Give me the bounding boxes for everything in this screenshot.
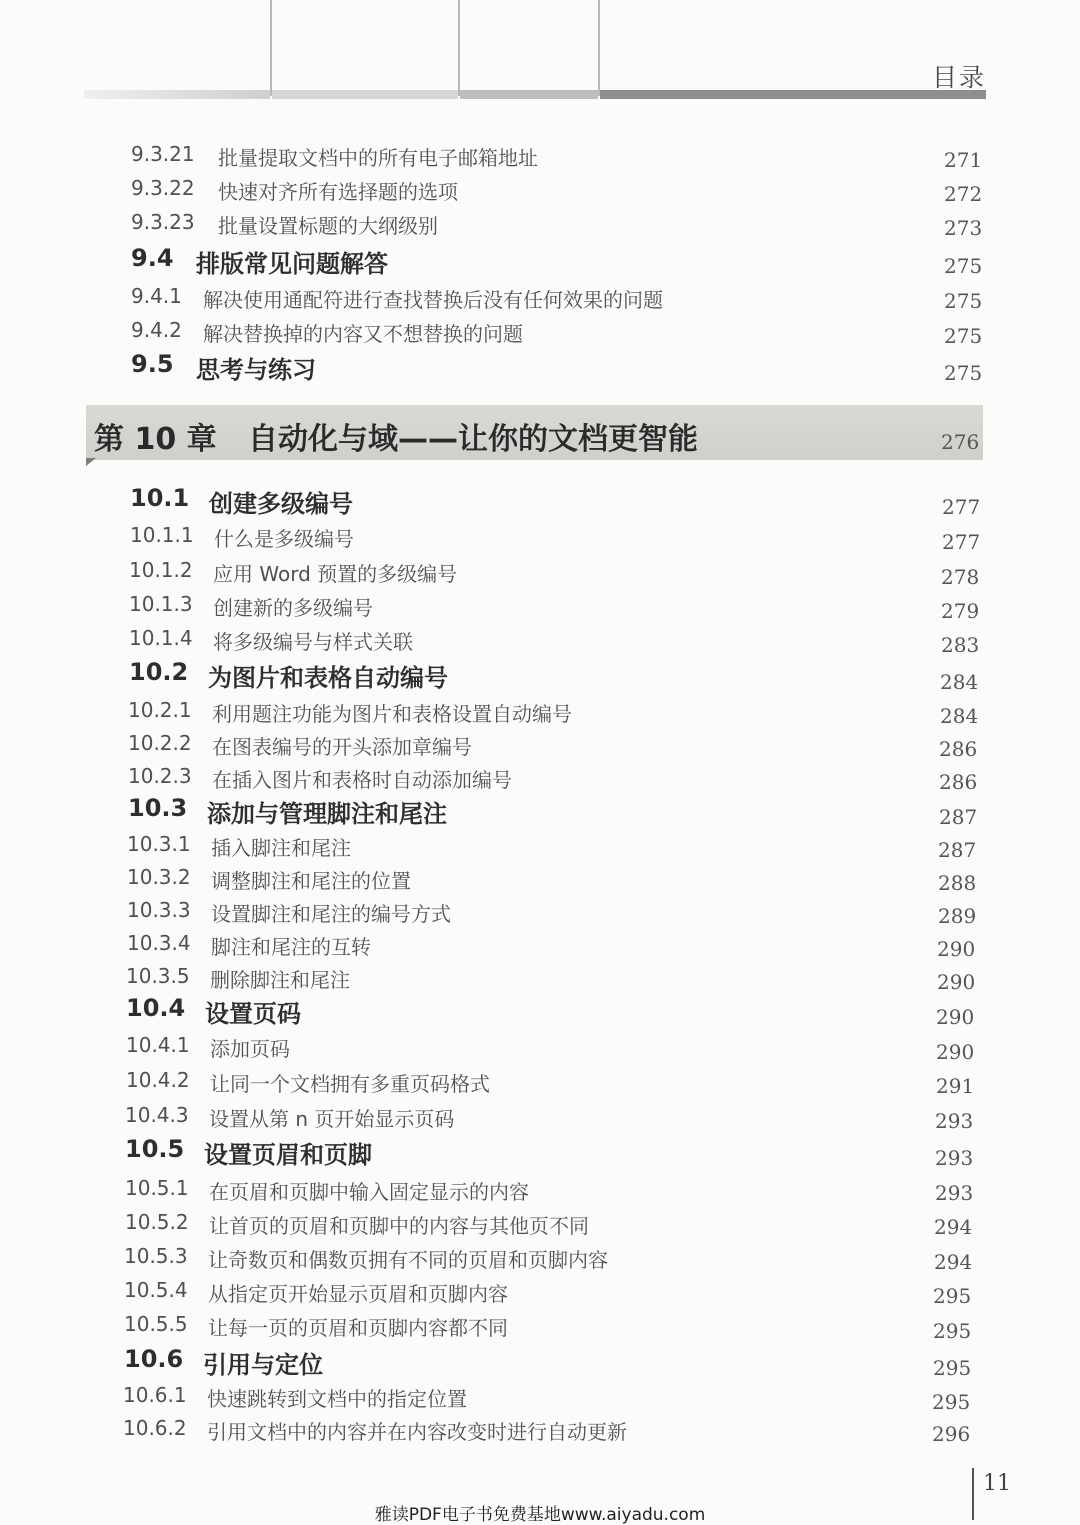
toc-entry[interactable] bbox=[0, 698, 1080, 732]
entry-number: 10.1.3 bbox=[129, 592, 193, 616]
entry-page-number: 275 bbox=[944, 254, 983, 278]
entry-title: 添加页码 bbox=[210, 1037, 290, 1061]
entry-title: 为图片和表格自动编号 bbox=[208, 664, 448, 692]
toc-entry[interactable] bbox=[0, 1210, 1080, 1244]
chapter-tab-marker bbox=[86, 458, 96, 466]
entry-title: 思考与练习 bbox=[196, 356, 316, 384]
entry-page-number: 275 bbox=[944, 289, 983, 313]
toc-entry[interactable] bbox=[0, 176, 1080, 210]
entry-page-number: 294 bbox=[934, 1250, 973, 1274]
entry-page-number: 290 bbox=[937, 937, 976, 961]
toc-entry[interactable] bbox=[0, 1068, 1080, 1102]
toc-section-entry[interactable] bbox=[0, 658, 1080, 692]
toc-entry[interactable] bbox=[0, 1244, 1080, 1278]
header-title: 目录 bbox=[932, 63, 987, 92]
entry-number: 9.4.1 bbox=[131, 284, 182, 308]
entry-number: 10.4 bbox=[126, 994, 186, 1022]
entry-title: 解决使用通配符进行查找替换后没有任何效果的问题 bbox=[203, 288, 663, 312]
entry-number: 10.6.1 bbox=[123, 1383, 187, 1407]
entry-page-number: 290 bbox=[937, 970, 976, 994]
entry-page-number: 290 bbox=[936, 1005, 975, 1029]
entry-page-number: 277 bbox=[942, 530, 981, 554]
toc-entry[interactable] bbox=[0, 1176, 1080, 1210]
entry-page-number: 295 bbox=[933, 1319, 972, 1343]
entry-page-number: 277 bbox=[942, 495, 981, 519]
entry-number: 10.4.1 bbox=[126, 1033, 190, 1057]
entry-number: 10.1 bbox=[130, 484, 190, 512]
entry-number: 9.3.21 bbox=[131, 142, 195, 166]
toc-entry[interactable] bbox=[0, 1416, 1080, 1450]
entry-page-number: 295 bbox=[933, 1356, 972, 1380]
entry-number: 9.4.2 bbox=[131, 318, 182, 342]
entry-page-number: 295 bbox=[932, 1390, 971, 1414]
entry-title: 从指定页开始显示页眉和页脚内容 bbox=[208, 1282, 508, 1306]
entry-page-number: 283 bbox=[941, 633, 980, 657]
entry-page-number: 296 bbox=[932, 1422, 971, 1446]
entry-page-number: 284 bbox=[940, 704, 979, 728]
entry-number: 10.1.2 bbox=[129, 558, 193, 582]
entry-title: 批量设置标题的大纲级别 bbox=[218, 214, 438, 238]
entry-page-number: 286 bbox=[939, 770, 978, 794]
entry-title: 删除脚注和尾注 bbox=[210, 968, 350, 992]
toc-entry[interactable] bbox=[0, 764, 1080, 798]
entry-number: 10.4.2 bbox=[126, 1068, 190, 1092]
entry-page-number: 278 bbox=[941, 565, 980, 589]
header-rule bbox=[460, 90, 598, 99]
header-divider bbox=[598, 0, 600, 96]
chapter-title: 自动化与域——让你的文档更智能 bbox=[248, 422, 698, 457]
entry-title: 让首页的页眉和页脚中的内容与其他页不同 bbox=[209, 1214, 589, 1238]
entry-number: 10.3 bbox=[128, 794, 188, 822]
entry-number: 9.5 bbox=[131, 350, 174, 378]
toc-entry[interactable] bbox=[0, 558, 1080, 592]
entry-number: 10.5.5 bbox=[124, 1312, 188, 1336]
toc-section-entry[interactable] bbox=[0, 1345, 1080, 1379]
chapter-number: 第 10 章 bbox=[94, 422, 217, 457]
entry-title: 排版常见问题解答 bbox=[196, 250, 388, 278]
toc-section-entry[interactable] bbox=[0, 794, 1080, 828]
entry-title: 让奇数页和偶数页拥有不同的页眉和页脚内容 bbox=[208, 1248, 608, 1272]
entry-number: 10.6 bbox=[124, 1345, 184, 1373]
toc-entry[interactable] bbox=[0, 832, 1080, 866]
entry-page-number: 273 bbox=[944, 216, 983, 240]
entry-number: 10.1.1 bbox=[130, 523, 194, 547]
entry-page-number: 293 bbox=[935, 1109, 974, 1133]
toc-section-entry[interactable] bbox=[0, 994, 1080, 1028]
entry-page-number: 293 bbox=[935, 1181, 974, 1205]
entry-number: 10.3.1 bbox=[127, 832, 191, 856]
entry-number: 10.5.2 bbox=[125, 1210, 189, 1234]
toc-entry[interactable] bbox=[0, 1383, 1080, 1417]
entry-page-number: 295 bbox=[933, 1284, 972, 1308]
entry-page-number: 287 bbox=[938, 838, 977, 862]
page-number: 11 bbox=[983, 1471, 1011, 1496]
entry-title: 创建多级编号 bbox=[209, 490, 353, 518]
header-rule bbox=[600, 90, 986, 99]
entry-title: 创建新的多级编号 bbox=[213, 596, 373, 620]
toc-entry[interactable] bbox=[0, 898, 1080, 932]
entry-title: 快速对齐所有选择题的选项 bbox=[218, 180, 458, 204]
toc-entry[interactable] bbox=[0, 318, 1080, 352]
entry-number: 10.1.4 bbox=[129, 626, 193, 650]
toc-entry[interactable] bbox=[0, 592, 1080, 626]
entry-title: 引用与定位 bbox=[203, 1351, 323, 1379]
toc-section-entry[interactable] bbox=[0, 244, 1080, 278]
entry-page-number: 289 bbox=[938, 904, 977, 928]
entry-number: 10.5.1 bbox=[125, 1176, 189, 1200]
entry-page-number: 275 bbox=[944, 324, 983, 348]
entry-page-number: 272 bbox=[944, 182, 983, 206]
toc-entry[interactable] bbox=[0, 1033, 1080, 1067]
entry-number: 10.4.3 bbox=[125, 1103, 189, 1127]
entry-number: 10.3.3 bbox=[127, 898, 191, 922]
entry-page-number: 287 bbox=[939, 805, 978, 829]
entry-page-number: 286 bbox=[939, 737, 978, 761]
entry-title: 将多级编号与样式关联 bbox=[213, 630, 413, 654]
toc-section-entry[interactable] bbox=[0, 350, 1080, 384]
entry-title: 什么是多级编号 bbox=[214, 527, 354, 551]
entry-title: 设置从第 n 页开始显示页码 bbox=[209, 1107, 455, 1131]
toc-section-entry[interactable] bbox=[0, 484, 1080, 518]
entry-page-number: 290 bbox=[936, 1040, 975, 1064]
toc-entry[interactable] bbox=[0, 1278, 1080, 1312]
entry-title: 在插入图片和表格时自动添加编号 bbox=[212, 768, 512, 792]
entry-title: 设置页码 bbox=[205, 1000, 301, 1028]
entry-number: 10.5.4 bbox=[124, 1278, 188, 1302]
toc-entry[interactable] bbox=[0, 731, 1080, 765]
entry-number: 9.3.22 bbox=[131, 176, 195, 200]
header-divider bbox=[270, 0, 272, 96]
entry-title: 在页眉和页脚中输入固定显示的内容 bbox=[209, 1180, 529, 1204]
entry-title: 添加与管理脚注和尾注 bbox=[207, 800, 447, 828]
entry-title: 引用文档中的内容并在内容改变时进行自动更新 bbox=[207, 1420, 627, 1444]
entry-number: 10.5.3 bbox=[124, 1244, 188, 1268]
entry-title: 插入脚注和尾注 bbox=[211, 836, 351, 860]
entry-number: 10.3.5 bbox=[126, 964, 190, 988]
toc-section-entry[interactable] bbox=[0, 1135, 1080, 1169]
entry-page-number: 279 bbox=[941, 599, 980, 623]
entry-number: 10.6.2 bbox=[123, 1416, 187, 1440]
toc-entry[interactable] bbox=[0, 284, 1080, 318]
entry-number: 10.2 bbox=[129, 658, 189, 686]
entry-title: 解决替换掉的内容又不想替换的问题 bbox=[203, 322, 523, 346]
toc-entry[interactable] bbox=[0, 523, 1080, 557]
entry-number: 10.5 bbox=[125, 1135, 185, 1163]
entry-page-number: 275 bbox=[944, 361, 983, 385]
toc-entry[interactable] bbox=[0, 964, 1080, 998]
entry-page-number: 291 bbox=[936, 1074, 975, 1098]
entry-page-number: 284 bbox=[940, 670, 979, 694]
entry-number: 9.4 bbox=[131, 244, 174, 272]
entry-title: 让每一页的页眉和页脚内容都不同 bbox=[208, 1316, 508, 1340]
footer-watermark: 雅读PDF电子书免费基地www.aiyadu.com bbox=[374, 1505, 706, 1525]
toc-entry[interactable] bbox=[0, 210, 1080, 244]
header-rule bbox=[84, 90, 270, 99]
entry-title: 批量提取文档中的所有电子邮箱地址 bbox=[218, 146, 538, 170]
entry-number: 9.3.23 bbox=[131, 210, 195, 234]
entry-number: 10.2.1 bbox=[128, 698, 192, 722]
entry-title: 应用 Word 预置的多级编号 bbox=[213, 562, 458, 586]
chapter-page: 276 bbox=[941, 430, 980, 454]
toc-entry[interactable] bbox=[0, 865, 1080, 899]
entry-title: 在图表编号的开头添加章编号 bbox=[212, 735, 472, 759]
toc-entry[interactable] bbox=[0, 142, 1080, 176]
entry-page-number: 288 bbox=[938, 871, 977, 895]
entry-number: 10.3.2 bbox=[127, 865, 191, 889]
entry-number: 10.2.2 bbox=[128, 731, 192, 755]
header-rule bbox=[272, 90, 458, 99]
entry-title: 设置页眉和页脚 bbox=[204, 1141, 372, 1169]
entry-page-number: 271 bbox=[944, 148, 983, 172]
entry-number: 10.3.4 bbox=[127, 931, 191, 955]
entry-title: 让同一个文档拥有多重页码格式 bbox=[210, 1072, 490, 1096]
entry-page-number: 293 bbox=[935, 1146, 974, 1170]
entry-title: 设置脚注和尾注的编号方式 bbox=[211, 902, 451, 926]
entry-number: 10.2.3 bbox=[128, 764, 192, 788]
header-divider bbox=[458, 0, 460, 96]
toc-entry[interactable] bbox=[0, 626, 1080, 660]
entry-title: 调整脚注和尾注的位置 bbox=[211, 869, 411, 893]
entry-title: 利用题注功能为图片和表格设置自动编号 bbox=[212, 702, 572, 726]
entry-title: 脚注和尾注的互转 bbox=[211, 935, 371, 959]
page-header bbox=[0, 0, 1080, 102]
entry-title: 快速跳转到文档中的指定位置 bbox=[207, 1387, 467, 1411]
toc-entry[interactable] bbox=[0, 1103, 1080, 1137]
toc-entry[interactable] bbox=[0, 931, 1080, 965]
entry-page-number: 294 bbox=[934, 1215, 973, 1239]
toc-entry[interactable] bbox=[0, 1312, 1080, 1346]
